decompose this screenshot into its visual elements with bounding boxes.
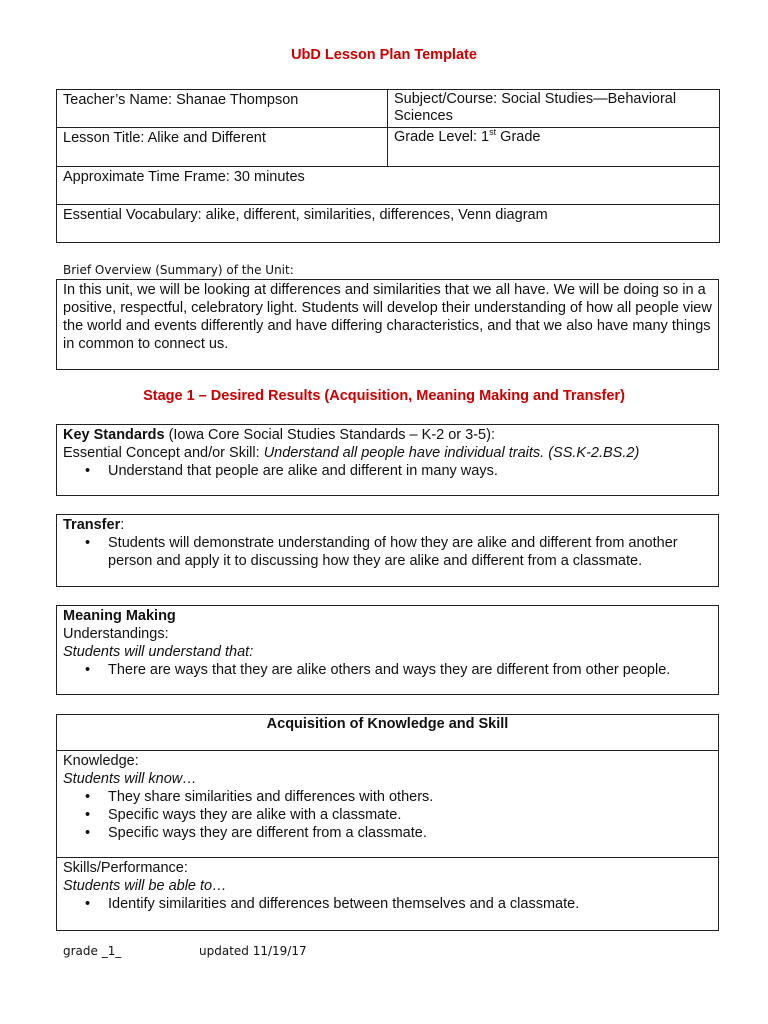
- key-standards-label: Key Standards: [63, 427, 165, 443]
- knowledge-list: [63, 788, 712, 842]
- list-item: • Identify similarities and differences between themselves and a classmate.: [108, 895, 712, 913]
- grade-level-cell: [388, 128, 720, 167]
- essential-concept-text: Understand all people have individual traits. (SS.K-2.BS.2): [263, 445, 640, 461]
- teacher-name: Teacher’s Name: Shanae Thompson: [63, 92, 299, 108]
- subject-cell: [388, 90, 720, 128]
- list-item: • Students will demonstrate understanding of how they are alike and different from another person and apply it to discussing how they are alike and different from a classmate.: [108, 534, 712, 570]
- essential-concept-line: [63, 444, 712, 462]
- overview-label: Brief Overview (Summary) of the Unit:: [63, 263, 294, 277]
- key-standards-list: [63, 462, 712, 480]
- overview-text: In this unit, we will be looking at differences and similarities that we all have. We will be doing so in a positive, respectful, celebratory light. Students will develop their understanding of how all people view the world and events differently and have differing characteristics, and that we also have many things in common to connect us.: [63, 282, 712, 352]
- list-item: • They share similarities and differences with others.: [108, 788, 712, 806]
- list-item: • There are ways that they are alike others and ways they are different from other people.: [108, 661, 712, 679]
- understandings-italic: Students will understand that:: [63, 644, 254, 660]
- knowledge-prompt: [63, 770, 712, 788]
- knowledge-italic: Students will know…: [63, 771, 197, 787]
- vocabulary-cell: [57, 205, 720, 243]
- grade-level-sup: st: [489, 127, 497, 138]
- meaning-making-heading: [63, 607, 712, 625]
- list-item: • Specific ways they are different from a classmate.: [108, 824, 712, 842]
- lesson-info-table: [56, 89, 720, 243]
- key-standards-rest: (Iowa Core Social Studies Standards – K-2 or 3-5):: [164, 427, 495, 443]
- teacher-name-cell: [57, 90, 388, 128]
- subject-course: Subject/Course: Social Studies—Behavioral Sciences: [394, 91, 677, 124]
- skills-prompt: [63, 877, 712, 895]
- essential-concept-prefix: Essential Concept and/or Skill:: [63, 445, 264, 461]
- skills-cell: [57, 858, 718, 913]
- grade-level: [394, 128, 713, 146]
- transfer-colon: :: [120, 517, 125, 533]
- skills-list: [63, 895, 712, 913]
- key-standards-box: [56, 424, 719, 496]
- page-title: UbD Lesson Plan Template: [291, 47, 477, 63]
- transfer-box: [56, 514, 719, 587]
- overview-box: [56, 279, 719, 370]
- stage1-heading: Stage 1 – Desired Results (Acquisition, Meaning Making and Transfer): [143, 388, 625, 404]
- list-item: • Understand that people are alike and different in many ways.: [108, 462, 712, 480]
- transfer-label: Transfer: [63, 517, 121, 533]
- time-frame: Approximate Time Frame: 30 minutes: [63, 169, 305, 185]
- understandings-label: Understandings:: [63, 626, 169, 642]
- lesson-title-cell: [57, 128, 388, 167]
- meaning-making-box: [56, 605, 719, 695]
- essential-vocabulary: Essential Vocabulary: alike, different, similarities, differences, Venn diagram: [63, 207, 548, 223]
- acquisition-table: [56, 714, 719, 931]
- skills-label: Skills/Performance:: [63, 860, 188, 876]
- skills-italic: Students will be able to…: [63, 878, 227, 894]
- list-item: • Specific ways they are alike with a classmate.: [108, 806, 712, 824]
- footer-updated: updated 11/19/17: [199, 944, 307, 958]
- grade-level-prefix: Grade Level: 1: [394, 129, 490, 145]
- acquisition-heading: Acquisition of Knowledge and Skill: [57, 715, 718, 751]
- grade-level-suffix: Grade: [496, 129, 541, 145]
- transfer-list: [63, 534, 712, 570]
- knowledge-cell: [57, 751, 718, 858]
- meaning-making-label: Meaning Making: [63, 608, 176, 624]
- lesson-title: Lesson Title: Alike and Different: [63, 130, 266, 146]
- meaning-making-list: [63, 661, 712, 679]
- key-standards-line: [63, 426, 712, 444]
- footer-grade: grade _1_: [63, 944, 122, 958]
- knowledge-label: Knowledge:: [63, 753, 139, 769]
- transfer-heading: [63, 516, 712, 534]
- understandings-prompt: [63, 643, 712, 661]
- time-frame-cell: [57, 167, 720, 205]
